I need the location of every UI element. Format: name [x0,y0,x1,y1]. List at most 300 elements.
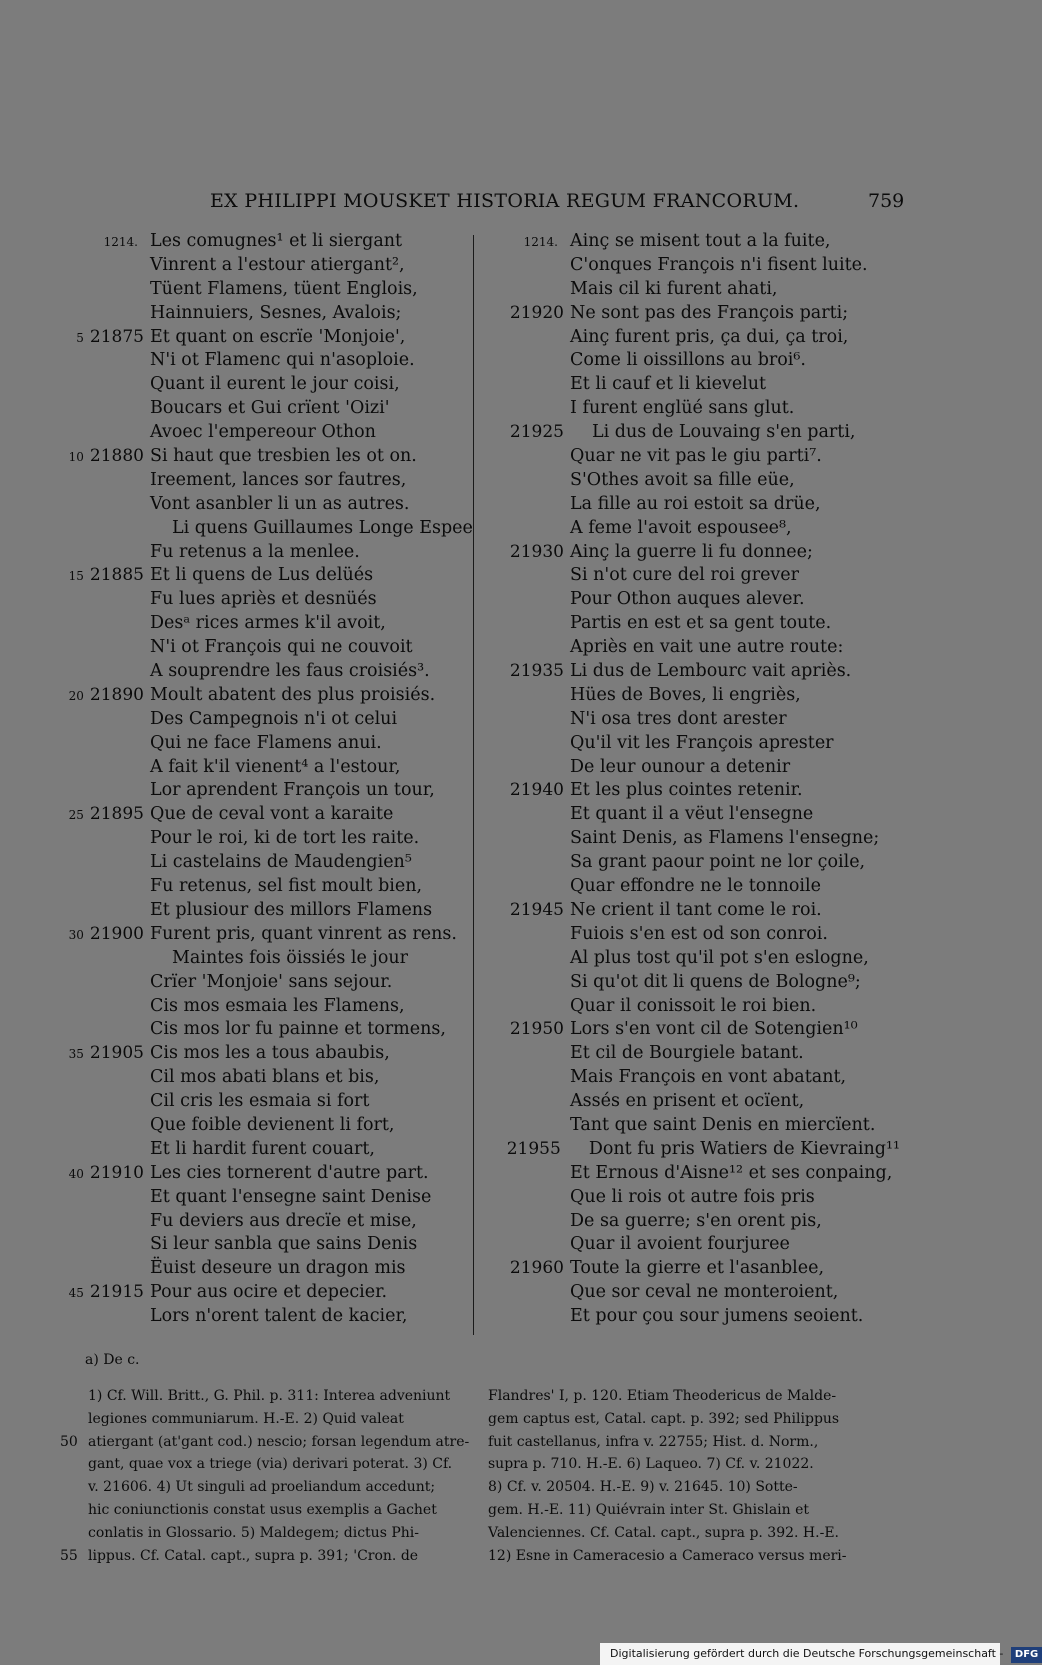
verse-line [60,1138,480,1162]
verse-text: Fu retenus a la menlee. [150,541,360,562]
verse-text: Fu deviers aus drecïe et mise, [150,1210,417,1231]
verse-text: Ireement, lances sor fautres, [150,469,407,490]
verse-line [60,564,480,588]
footnote-line-count [60,1453,88,1476]
verse-line [480,1162,900,1186]
running-title: EX PHILIPPI MOUSKET HISTORIA REGUM FRANCORUM. [210,190,800,212]
line-count: 45 [68,1286,84,1301]
verse-text: Fu retenus, sel fist moult bien, [150,876,423,897]
verse-line [60,349,480,373]
verse-text: Come li oissillons au broi⁶. [570,350,806,371]
verse-number: 21925 [509,422,564,443]
verse-text: Les cies tornerent d'autre part. [150,1162,429,1183]
line-number [480,660,570,684]
verse-line [60,230,480,254]
line-number [480,1090,570,1114]
verse-line [60,756,480,780]
line-number [60,1162,150,1186]
footnote-text: 1) Cf. Will. Britt., G. Phil. p. 311: Interea adveniunt [88,1388,451,1404]
line-number [480,1162,570,1186]
verse-line [480,349,900,373]
verse-text: Quant il eurent le jour coisi, [150,374,400,395]
footnote-text: legiones communiarum. H.-E. 2) Quid valeat [88,1410,404,1427]
verse-text: A fait k'il vienent⁴ a l'estour, [150,756,401,777]
variant-note: a) De c. [85,1352,140,1368]
verse-line [60,1257,480,1281]
verse-line [60,1162,480,1186]
line-number [60,1257,150,1281]
line-number [60,636,150,660]
verse-line [480,779,900,803]
verse-text: Tant que saint Denis en miercïent. [570,1114,876,1135]
verse-text: Fu lues apriès et desnüés [150,589,377,610]
verse-text: Et quant on escrïe 'Monjoie', [150,326,406,347]
verse-line [480,278,900,302]
verse-text: Et li quens de Lus delüés [150,565,374,586]
line-number [60,971,150,995]
line-number [60,1090,150,1114]
verse-line [60,779,480,803]
verse-text: Vont asanbler li un as autres. [150,493,410,514]
verse-text: La fille au roi estoit sa drüe, [570,493,821,514]
line-count: 25 [68,808,84,823]
line-number [480,636,570,660]
line-number [60,1066,150,1090]
verse-line [480,1090,900,1114]
verse-number: 21905 [89,1043,144,1064]
verse-line [480,517,900,541]
line-number [480,899,570,923]
verse-number: 21955 [506,1138,561,1159]
line-number [60,708,150,732]
verse-line [480,230,900,254]
footnote-line: Flandres' I, p. 120. Etiam Theodericus de Malde- [488,1388,837,1404]
line-number [480,588,570,612]
footnote-line: 8) Cf. v. 20504. H.-E. 9) v. 21645. 10) Sotte- [488,1479,798,1496]
line-count: 15 [68,569,84,584]
verse-text: Que sor ceval ne monteroient, [570,1282,839,1303]
footnote-text: lippus. Cf. Catal. capt., supra p. 391; 'Cron. de [88,1547,419,1564]
line-number [60,541,150,565]
footnote-line-count [60,1408,88,1431]
verse-text: C'onques François n'i fisent luite. [570,254,868,275]
verse-text: Cil mos abati blans et bis, [150,1067,380,1088]
footnote-line [60,1431,472,1454]
verse-text: Tüent Flamens, tüent Englois, [150,278,418,299]
footnote-line: 12) Esne in Cameracesio a Cameraco versus meri- [488,1547,847,1564]
verse-text: Et quant il a vëut l'ensegne [570,804,814,825]
verse-line [480,947,900,971]
verse-number: 21890 [89,684,144,705]
verse-text: Cis mos lor fu painne et tormens, [150,1019,446,1040]
verse-text: Et cil de Bourgiele batant. [570,1043,804,1064]
line-number [480,278,570,302]
verse-text: Et pour çou sour jumens seoient. [570,1306,864,1327]
line-number [60,899,150,923]
footnote-line-count [60,1499,88,1522]
verse-text: Pour le roi, ki de tort les raite. [150,828,420,849]
line-number [480,1233,570,1257]
verse-line [60,732,480,756]
line-number [480,373,570,397]
line-number [480,397,570,421]
verse-line [60,541,480,565]
verse-text: Desᵃ rices armes k'il avoit, [150,613,386,634]
line-number [60,517,150,541]
verse-line [480,612,900,636]
line-number [480,875,570,899]
verse-line [480,493,900,517]
verse-text: Ainç furent pris, ça dui, ça troi, [570,326,849,347]
verse-line [60,373,480,397]
verse-text: Dont fu pris Watiers de Kievraing¹¹ [588,1138,900,1159]
line-number [480,995,570,1019]
line-number [480,803,570,827]
verse-line [60,1066,480,1090]
line-number [60,1210,150,1234]
line-number [60,995,150,1019]
line-number [60,1186,150,1210]
verse-line [60,517,480,541]
footnote-line-count [60,1476,88,1499]
verse-line [60,803,480,827]
footnote-line [60,1385,472,1408]
verse-text: Et li hardit furent couart, [150,1138,375,1159]
verse-text: Quar ne vit pas le giu parti⁷. [570,446,822,467]
verse-number: 21895 [89,804,144,825]
verse-text: Quar il conissoit le roi bien. [570,995,817,1016]
verse-line [480,469,900,493]
line-number [60,469,150,493]
verse-number: 21880 [89,446,144,467]
line-number [60,875,150,899]
footnote-line [60,1476,472,1499]
line-number [60,564,150,588]
verse-text: Si n'ot cure del roi grever [570,565,800,586]
verse-line [60,326,480,350]
footer-text: Digitalisierung gefördert durch die Deutsche Forschungsgemeinschaft - [610,1647,1004,1660]
footnote-line: Valenciennes. Cf. Catal. capt., supra p. 392. H.-E. [488,1524,839,1541]
line-number [60,660,150,684]
verse-line [480,564,900,588]
line-number [480,541,570,565]
line-count: 40 [68,1166,84,1181]
verse-text: Si leur sanbla que sains Denis [150,1234,418,1255]
verse-number: 21945 [509,899,564,920]
footnote-line [60,1453,472,1476]
footnote-line-count [60,1385,88,1408]
verse-text: Lors n'orent talent de kacier, [150,1306,408,1327]
verse-text: Et les plus cointes retenir. [570,780,803,801]
verse-text: Si qu'ot dit li quens de Bologne⁹; [570,971,861,992]
verse-text: Fuiois s'en est od son conroi. [570,923,828,944]
verse-text: Des Campegnois n'i ot celui [150,708,398,729]
verse-line [60,421,480,445]
verse-line [480,326,900,350]
verse-number: 21950 [509,1019,564,1040]
line-number [480,1138,567,1162]
dfg-logo: DFG [1011,1647,1042,1663]
verse-line [480,1233,900,1257]
verse-line [480,899,900,923]
line-number [480,779,570,803]
verse-text: De leur ounour a detenir [570,756,791,777]
line-number [60,326,150,350]
verse-line [480,1210,900,1234]
line-number [480,326,570,350]
line-number [60,947,150,971]
verse-text: Et li cauf et li kievelut [570,374,767,395]
line-number [480,708,570,732]
verse-text: Quar effondre ne le tonnoile [570,876,821,897]
verse-text: Les comugnes¹ et li siergant [150,231,403,251]
line-number [480,971,570,995]
verse-text: De sa guerre; s'en orent pis, [570,1210,822,1231]
verse-text: Hainnuiers, Sesnes, Avalois; [150,302,402,323]
footnote-line [60,1545,472,1568]
verse-line [60,302,480,326]
verse-text: Que foible devienent li fort, [150,1114,395,1135]
line-number [480,564,570,588]
line-number [60,779,150,803]
verse-line [60,971,480,995]
footnote-line [60,1408,472,1431]
verse-text: Ne crient il tant come le roi. [570,899,822,920]
verse-line [480,397,900,421]
line-number [60,1233,150,1257]
line-number [60,1305,150,1329]
line-number [60,803,150,827]
line-number [60,1018,150,1042]
footnote-line-count: 50 [60,1433,78,1450]
verse-text: Boucars et Gui crïent 'Oizi' [150,398,390,419]
verse-line [480,827,900,851]
line-number [60,421,150,445]
line-number [60,827,150,851]
line-number [60,732,150,756]
verse-number: 21910 [89,1162,144,1183]
verse-text: Assés en prisent et ocïent, [570,1091,805,1112]
verse-number: 21885 [89,565,144,586]
verse-number: 21875 [89,326,144,347]
line-number [60,373,150,397]
verse-text: A feme l'avoit espousee⁸, [570,517,792,538]
digitization-footer [600,1643,1039,1665]
line-number [480,469,570,493]
verse-line [480,1305,900,1329]
verse-line [480,708,900,732]
verse-line [480,1186,900,1210]
verse-number: 21935 [509,661,564,682]
line-number [480,445,570,469]
footnote-line [60,1522,472,1545]
verse-text: I furent englüé sans glut. [570,398,795,419]
verse-line [480,254,900,278]
line-number [60,756,150,780]
footnotes-right [488,1385,893,1567]
line-number [480,947,570,971]
verse-line [480,445,900,469]
line-number [60,1281,150,1305]
verse-line [480,1066,900,1090]
verse-line [60,1042,480,1066]
verse-line [480,923,900,947]
line-number [480,1018,570,1042]
verse-text: Apriès en vait une autre route: [570,637,844,658]
verse-number: 21960 [509,1258,564,1279]
verse-line [60,1305,480,1329]
verse-text: N'i osa tres dont arester [570,708,787,729]
verse-text: S'Othes avoit sa fille eüe, [570,469,795,490]
verse-line [60,899,480,923]
verse-line [60,660,480,684]
footnote-line-count: 55 [60,1547,78,1564]
verse-text: Moult abatent des plus proisiés. [150,684,436,705]
verse-text: Lors s'en vont cil de Sotengien¹⁰ [570,1019,858,1040]
verse-line [60,1090,480,1114]
verse-text: Pour aus ocire et depecier. [150,1282,388,1303]
verse-text: Li castelains de Maudengien⁵ [150,852,412,873]
footnote-line [60,1499,472,1522]
verse-text: Vinrent a l'estour atiergant², [150,254,405,275]
verse-line [60,397,480,421]
footnote-line-count [60,1522,88,1545]
verse-line [480,851,900,875]
line-number [480,1281,570,1305]
verse-text: Maintes fois öissiés le jour [172,947,409,968]
footnote-text: conlatis in Glossario. 5) Maldegem; dictus Phi- [88,1524,419,1541]
footnote-line: gem. H.-E. 11) Quiévrain inter St. Ghislain et [488,1501,810,1518]
line-number [60,923,150,947]
line-number [60,445,150,469]
verse-text: A souprendre les faus croisiés³. [150,661,430,682]
line-number [60,493,150,517]
verse-number: 21940 [509,780,564,801]
verse-text: Pour Othon auques alever. [570,589,805,610]
verse-text: Avoec l'empereour Othon [150,422,376,443]
line-number [480,1066,570,1090]
verse-text: Saint Denis, as Flamens l'ensegne; [570,828,880,849]
line-number [60,349,150,373]
verse-text: Cis mos esmaia les Flamens, [150,995,405,1016]
footnote-line: fuit castellanus, infra v. 22755; Hist. d. Norm., [488,1433,819,1450]
verse-text: Que li rois ot autre fois pris [570,1186,815,1207]
footnote-text: atiergant (at'gant cod.) nescio; forsan legendum atre- [88,1433,470,1450]
verse-text: Furent pris, quant vinrent as rens. [150,923,457,944]
line-number [60,851,150,875]
verse-text: Al plus tost qu'il pot s'en eslogne, [570,947,869,968]
verse-line [60,445,480,469]
footnote-line: supra p. 710. H.-E. 6) Laqueo. 7) Cf. v. 21022. [488,1456,814,1473]
verse-number: 21900 [89,923,144,944]
verse-text: Lor aprendent François un tour, [150,780,435,801]
verse-line [480,373,900,397]
footnotes-left [60,1385,472,1567]
verse-line [480,684,900,708]
line-number [480,349,570,373]
verse-text: Ainç se misent tout a la fuite, [570,231,831,251]
verse-text: Ne sont pas des François parti; [570,302,849,323]
verse-line [480,732,900,756]
line-number [480,1114,570,1138]
line-number [60,1138,150,1162]
line-number [480,851,570,875]
line-number [480,230,570,254]
verse-line [480,421,900,445]
verse-text: Cil cris les esmaia si fort [150,1091,370,1112]
verse-text: Qui ne face Flamens anui. [150,732,382,753]
verse-line [60,1114,480,1138]
verse-line [480,1281,900,1305]
line-number [60,397,150,421]
verse-text: Toute la gierre et l'asanblee, [570,1258,825,1279]
verse-line [480,803,900,827]
line-number [60,230,150,254]
verse-line [60,1018,480,1042]
verse-line [60,493,480,517]
verse-text: Qu'il vit les François aprester [570,732,834,753]
line-number [480,493,570,517]
verse-line [480,660,900,684]
line-count: 20 [68,688,84,703]
verse-number: 21915 [89,1282,144,1303]
line-number [480,1210,570,1234]
verse-line [480,541,900,565]
line-number [480,923,570,947]
line-count: 35 [68,1047,84,1062]
verse-line [480,588,900,612]
verse-text: Sa grant paour point ne lor çoile, [570,852,866,873]
verse-line [480,756,900,780]
verse-line [60,278,480,302]
verse-line [60,947,480,971]
verse-text: N'i ot Flamenc qui n'asoploie. [150,350,415,371]
verse-number: 21920 [509,302,564,323]
line-number [480,1305,570,1329]
footnote-text: hic coniunctionis constat usus exemplis a Gachet [88,1501,437,1518]
verse-text: Partis en est et sa gent toute. [570,613,832,634]
verse-line [480,995,900,1019]
verse-line [480,875,900,899]
verse-line [480,302,900,326]
verse-line [60,1210,480,1234]
verse-line [60,995,480,1019]
verse-line [480,1018,900,1042]
verse-line [480,1042,900,1066]
verse-text: Li dus de Louvaing s'en parti, [592,422,856,443]
line-count: 10 [68,450,84,465]
verse-number: 21930 [509,541,564,562]
verse-line [480,1257,900,1281]
line-number [480,756,570,780]
verse-line [60,684,480,708]
verse-text: N'i ot François qui ne couvoit [150,637,413,658]
line-number [480,1257,570,1281]
column-divider [473,235,474,1335]
line-number [60,612,150,636]
verse-line [480,971,900,995]
line-number [60,278,150,302]
line-number [60,588,150,612]
verse-text: Mais François en vont abatant, [570,1067,847,1088]
verse-line [60,469,480,493]
verse-text: Crïer 'Monjoie' sans sejour. [150,971,393,992]
footnote-text: gant, quae vox a triege (via) derivari poterat. 3) Cf. [88,1456,453,1473]
verse-text: Ainç la guerre li fu donnee; [570,541,813,562]
line-number [480,1042,570,1066]
verse-line [60,708,480,732]
line-number [480,1186,570,1210]
